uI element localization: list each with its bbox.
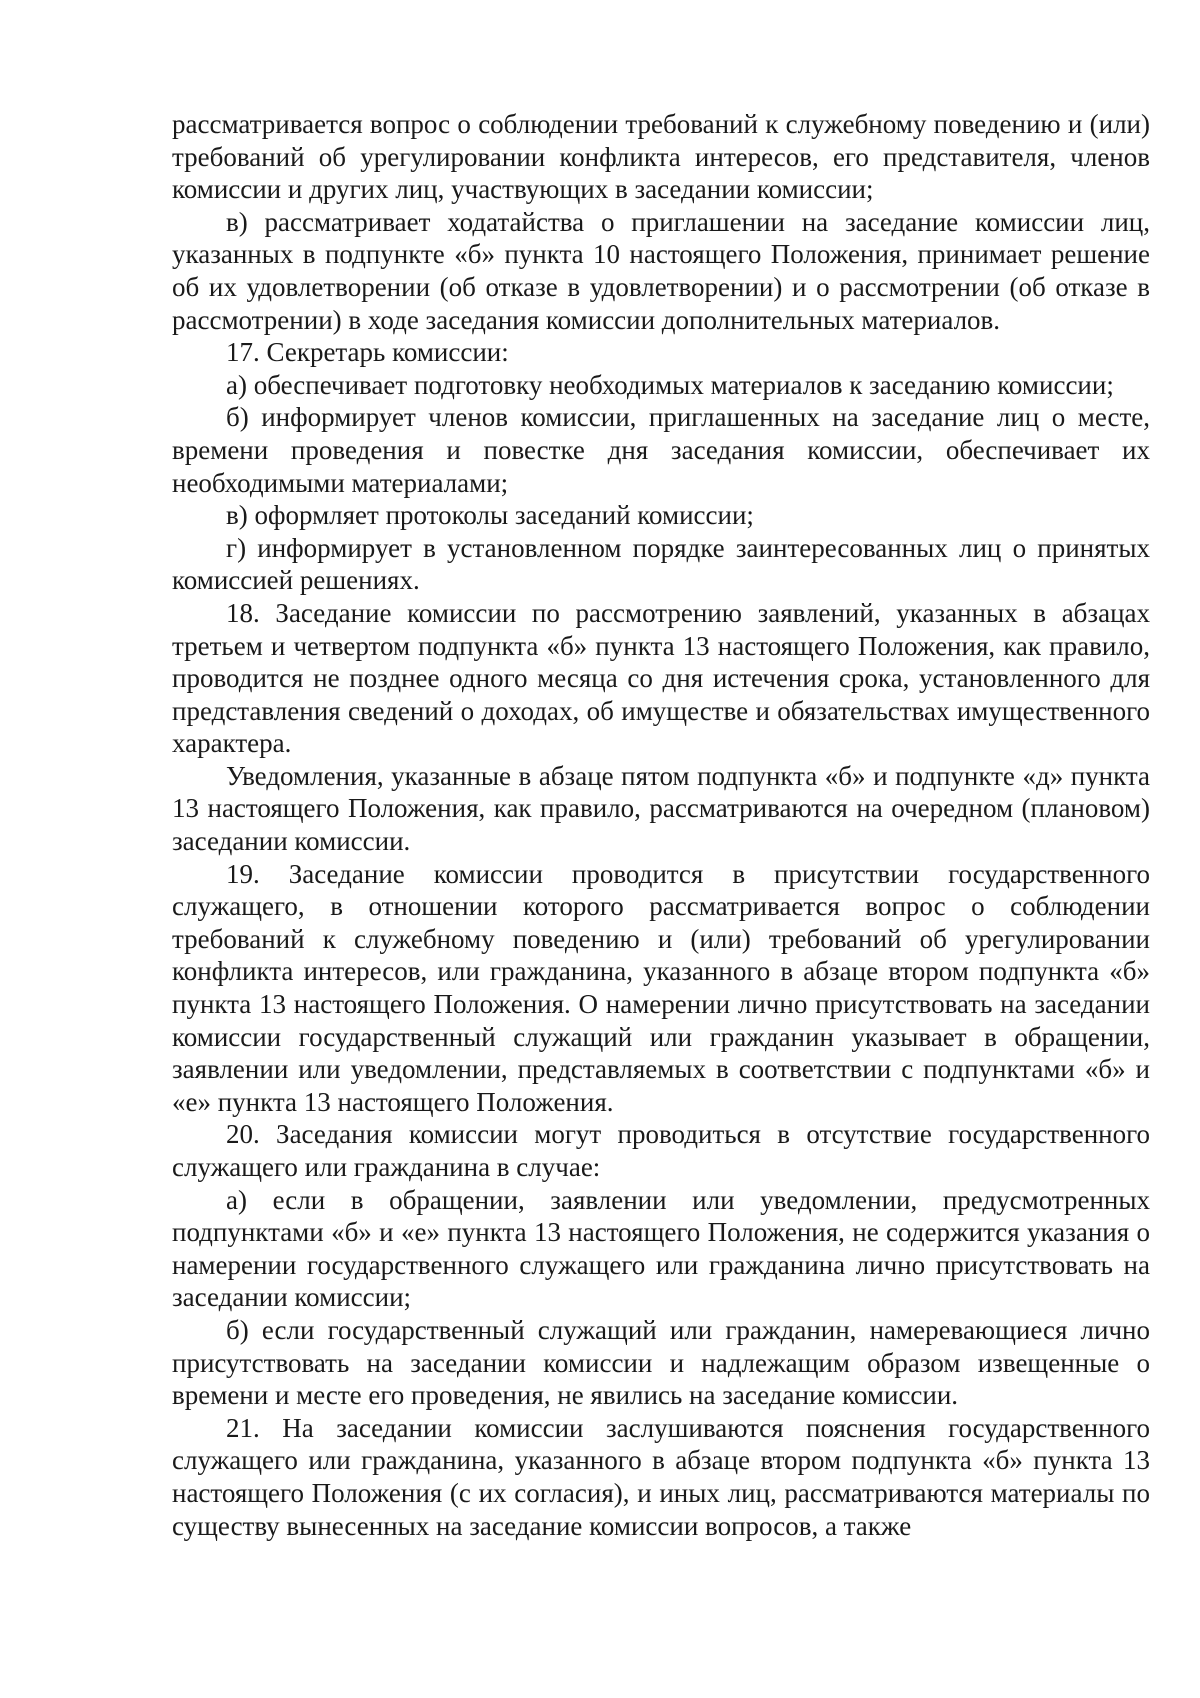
paragraph-20b: б) если государственный служащий или гражданин, намеревающиеся лично присутствовать на заседании комиссии и надлежащим образом извещенные о времени и месте его проведения, не явились на заседание комиссии. [172, 1314, 1150, 1411]
paragraph-16v: в) рассматривает ходатайства о приглашении на заседание комиссии лиц, указанных в подпункте «б» пункта 10 настоящего Положения, принимает решение об их удовлетворении (об отказе в удовлетворении) и о рассмотрении (об отказе в рассмотрении) в ходе заседания комиссии дополнительных материалов. [172, 206, 1150, 335]
paragraph-17: 17. Секретарь комиссии: [226, 337, 509, 368]
paragraph-21: 21. На заседании комиссии заслушиваются пояснения государственного служащего или гражданина, указанного в абзаце втором подпункта «б» пункта 13 настоящего Положения (с их согласия), и иных лиц, рассматриваются материалы по существу вынесенных на заседание комиссии вопросов, а также [172, 1412, 1150, 1541]
paragraph-18-notices: Уведомления, указанные в абзаце пятом подпункта «б» и подпункте «д» пункта 13 настоящего Положения, как правило, рассматриваются на очередном (плановом) заседании комиссии. [172, 760, 1150, 857]
paragraph-17b: б) информирует членов комиссии, приглашенных на заседание лиц о месте, времени проведения и повестке дня заседания комиссии, обеспечивает их необходимыми материалами; [172, 402, 1150, 498]
document-body [172, 108, 1150, 1542]
paragraph-17a: а) обеспечивает подготовку необходимых материалов к заседанию комиссии; [226, 369, 1114, 400]
paragraph-17g: г) информирует в установленном порядке заинтересованных лиц о принятых комиссией решениях. [172, 532, 1150, 596]
paragraph-17v: в) оформляет протоколы заседаний комиссии; [226, 500, 754, 531]
paragraph-19: 19. Заседание комиссии проводится в присутствии государственного служащего, в отношении которого рассматривается вопрос о соблюдении требований к служебному поведению и (или) требований об урегулировании конфликта интересов, или гражданина, указанного в абзаце втором подпункта «б» пункта 13 настоящего Положения. О намерении лично присутствовать на заседании комиссии государственный служащий или гражданин указывает в обращении, заявлении или уведомлении, представляемых в соответствии с подпунктами «б» и «е» пункта 13 настоящего Положения. [172, 858, 1150, 1117]
paragraph-continuation: рассматривается вопрос о соблюдении требований к служебному поведению и (или) требований об урегулировании конфликта интересов, его представителя, членов комиссии и других лиц, участвующих в заседании комиссии; [172, 109, 1150, 205]
paragraph-20a: а) если в обращении, заявлении или уведомлении, предусмотренных подпунктами «б» и «е» пункта 13 настоящего Положения, не содержится указания о намерении государственного служащего или гражданина лично присутствовать на заседании комиссии; [172, 1184, 1150, 1313]
paragraph-18: 18. Заседание комиссии по рассмотрению заявлений, указанных в абзацах третьем и четвертом подпункта «б» пункта 13 настоящего Положения, как правило, проводится не позднее одного месяца со дня истечения срока, установленного для представления сведений о доходах, об имуществе и обязательствах имущественного характера. [172, 597, 1150, 759]
paragraph-20: 20. Заседания комиссии могут проводиться в отсутствие государственного служащего или гражданина в случае: [172, 1119, 1150, 1182]
